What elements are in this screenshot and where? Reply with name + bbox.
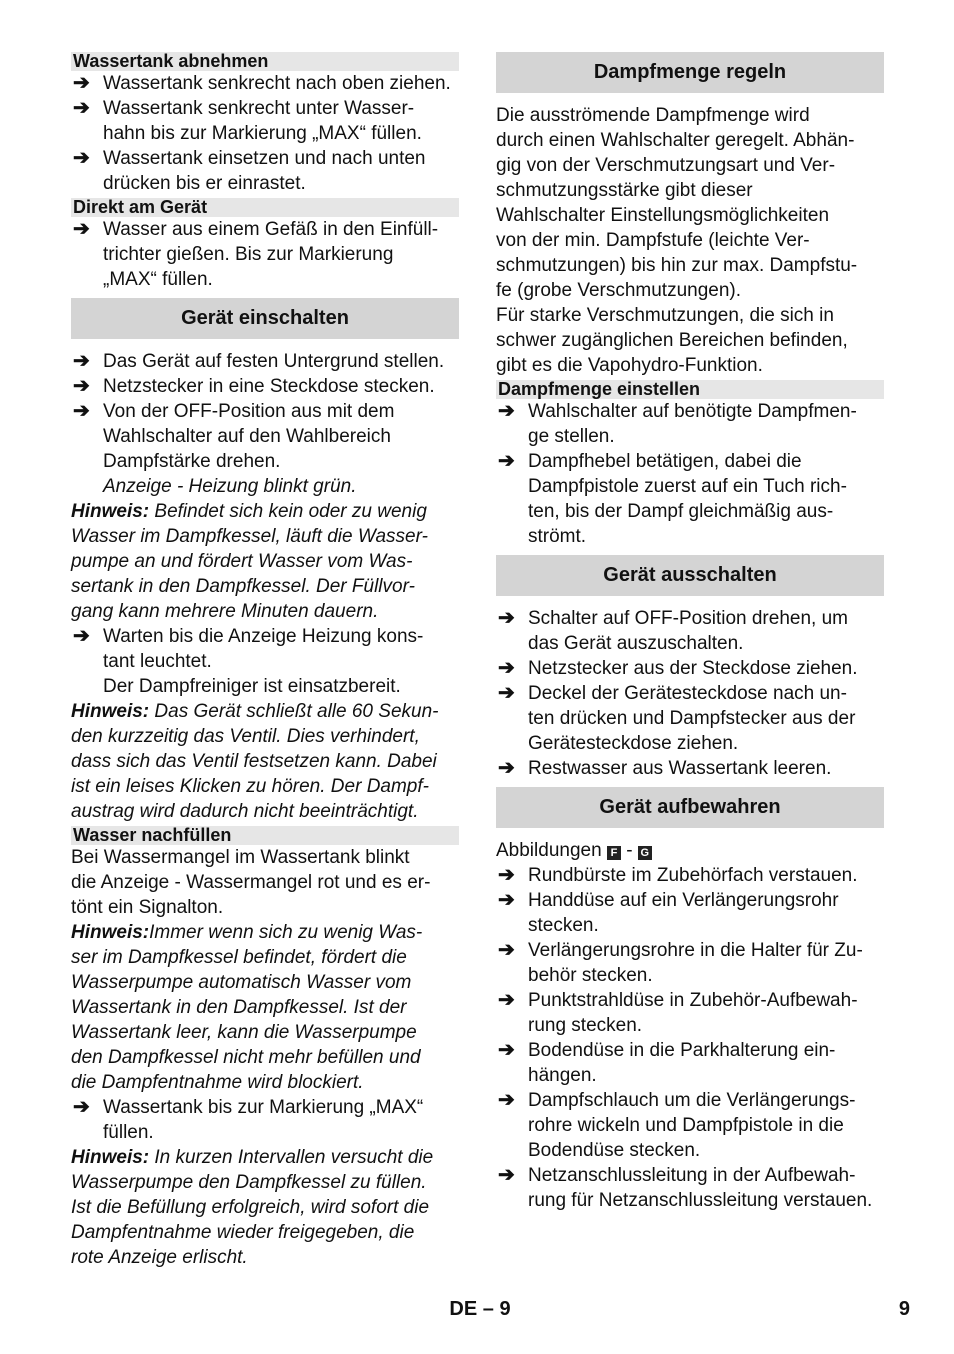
list-item xyxy=(496,606,884,656)
list-item-text: Restwasser aus Wassertank leeren. xyxy=(528,758,832,779)
list-item xyxy=(496,1038,884,1088)
list-item xyxy=(71,349,459,374)
list-item-text: Netzstecker in eine Steckdose stecken. xyxy=(103,376,435,397)
figure-f-icon: F xyxy=(607,846,621,860)
list-item xyxy=(71,71,459,96)
note-label: Hinweis: xyxy=(71,922,150,943)
list-item-text: Dampfhebel betätigen, dabei die Dampfpistole zuerst auf ein Tuch rich- ten, bis der Dampf gleichmäßig aus- strömt. xyxy=(528,451,847,547)
arrow-right-icon: ➔ xyxy=(498,657,515,679)
list-wassertank-abnehmen xyxy=(71,71,459,196)
list-item-text: Das Gerät auf festen Untergrund stellen. xyxy=(103,351,445,372)
list-item xyxy=(496,681,884,756)
section-heading-geraet-ausschalten: Gerät ausschalten xyxy=(496,555,884,596)
figure-label: Abbildungen xyxy=(496,840,607,861)
list-item-text: Netzstecker aus der Steckdose ziehen. xyxy=(528,658,858,679)
paragraph: Für starke Verschmutzungen, die sich in schwer zugänglichen Bereichen befinden, gibt es die Vapohydro-Funktion. xyxy=(496,305,848,376)
list-item xyxy=(71,96,459,146)
subheading-wassertank-abnehmen: Wassertank abnehmen xyxy=(71,52,459,71)
arrow-right-icon: ➔ xyxy=(73,97,90,119)
paragraph: Die ausströmende Dampfmenge wird durch einen Wahlschalter geregelt. Abhän- gig von der Verschmutzungsart und Ver- schmutzungsstärke gibt dieser Wahlschalter Einstellungsmöglichkeiten von der min. Dampfstufe (leichte Ver- schmutzungen) bis hin zur max. Dampfstu- fe (grobe Verschmutzungen). xyxy=(496,105,858,301)
list-item xyxy=(71,374,459,399)
figure-reference xyxy=(496,838,884,863)
list-item-text: Warten bis die Anzeige Heizung kons- tant leuchtet. xyxy=(103,626,424,672)
note-text: Immer wenn sich zu wenig Was- ser im Dampfkessel befindet, fördert die Wasserpumpe automatisch Wasser vom Wassertank in den Dampfkessel. Ist der Wassertank leer, kann die Wasserpumpe den Dampfkessel nicht mehr befüllen und die Dampfentnahme wird blockiert. xyxy=(71,922,423,1093)
arrow-right-icon: ➔ xyxy=(498,450,515,472)
arrow-right-icon: ➔ xyxy=(73,625,90,647)
list-item-text: Punktstrahldüse in Zubehör-Aufbewah- rung stecken. xyxy=(528,990,858,1036)
note-paragraph xyxy=(71,1145,459,1270)
list-item xyxy=(496,449,884,549)
subheading-direkt-am-geraet: Direkt am Gerät xyxy=(71,198,459,217)
list-item-text: Wassertank senkrecht nach oben ziehen. xyxy=(103,73,451,94)
note-label: Hinweis: xyxy=(71,1147,150,1168)
list-item-text: Dampfschlauch um die Verlängerungs- rohre wickeln und Dampfpistole in die Bodendüse stecken. xyxy=(528,1090,856,1161)
list-item xyxy=(496,888,884,938)
arrow-right-icon: ➔ xyxy=(498,939,515,961)
list-item-text: Verlängerungsrohre in die Halter für Zu- behör stecken. xyxy=(528,940,863,986)
list-item xyxy=(71,217,459,292)
section-heading-dampfmenge-regeln: Dampfmenge regeln xyxy=(496,52,884,93)
note-label: Hinweis: xyxy=(71,701,150,722)
list-item xyxy=(71,1095,459,1145)
arrow-right-icon: ➔ xyxy=(498,1089,515,1111)
result-text: Der Dampfreiniger ist einsatzbereit. xyxy=(103,676,401,697)
note-text: Befindet sich kein oder zu wenig Wasser im Dampfkessel, läuft die Wasser- pumpe an und fördert Wasser vom Was- sertank in den Dampfkessel. Der Füllvor- gang kann mehrere Minuten dauern. xyxy=(71,501,428,622)
list-item-text: Wasser aus einem Gefäß in den Einfüll- trichter gießen. Bis zur Markierung „MAX“ füllen. xyxy=(103,219,439,290)
list-item xyxy=(496,656,884,681)
list-item-text: Netzanschlussleitung in der Aufbewah- rung für Netzanschlussleitung verstauen. xyxy=(528,1165,873,1211)
arrow-right-icon: ➔ xyxy=(73,218,90,240)
list-item xyxy=(496,988,884,1038)
list-item xyxy=(496,863,884,888)
page-label: DE – 9 xyxy=(449,1298,511,1320)
list-item-text: Deckel der Gerätesteckdose nach un- ten drücken und Dampfstecker aus der Gerätesteckdose ziehen. xyxy=(528,683,856,754)
section-heading-geraet-aufbewahren: Gerät aufbewahren xyxy=(496,787,884,828)
list-item-text: Bodendüse in die Parkhalterung ein- hängen. xyxy=(528,1040,836,1086)
arrow-right-icon: ➔ xyxy=(498,889,515,911)
list-item-text: Rundbürste im Zubehörfach verstauen. xyxy=(528,865,858,886)
page-number: 9 xyxy=(898,1298,910,1320)
arrow-right-icon: ➔ xyxy=(73,147,90,169)
list-item-text: Wassertank einsetzen und nach unten drücken bis er einrastet. xyxy=(103,148,426,194)
list-item-text: Handdüse auf ein Verlängerungsrohr stecken. xyxy=(528,890,839,936)
arrow-right-icon: ➔ xyxy=(498,989,515,1011)
arrow-right-icon: ➔ xyxy=(498,757,515,779)
list-item-text: Wassertank senkrecht unter Wasser- hahn bis zur Markierung „MAX“ füllen. xyxy=(103,98,422,144)
arrow-right-icon: ➔ xyxy=(498,1164,515,1186)
subheading-wasser-nachfuellen: Wasser nachfüllen xyxy=(71,826,459,845)
list-item-text: Schalter auf OFF-Position drehen, um das Gerät auszuschalten. xyxy=(528,608,848,654)
right-column xyxy=(496,50,884,1213)
arrow-right-icon: ➔ xyxy=(498,607,515,629)
note-paragraph xyxy=(71,499,459,624)
result-text: Anzeige - Heizung blinkt grün. xyxy=(103,476,357,497)
note-paragraph xyxy=(71,699,459,824)
paragraph: Bei Wassermangel im Wassertank blinkt die Anzeige - Wassermangel rot und es er- tönt ein Signalton. xyxy=(71,847,431,918)
list-item xyxy=(496,1088,884,1163)
arrow-right-icon: ➔ xyxy=(498,1039,515,1061)
left-column xyxy=(71,50,459,1270)
arrow-right-icon: ➔ xyxy=(73,72,90,94)
note-label: Hinweis: xyxy=(71,501,150,522)
list-item xyxy=(496,938,884,988)
list-item xyxy=(496,756,884,781)
arrow-right-icon: ➔ xyxy=(73,1096,90,1118)
list-item-text: Wassertank bis zur Markierung „MAX“ füllen. xyxy=(103,1097,424,1143)
arrow-right-icon: ➔ xyxy=(498,400,515,422)
note-text: Das Gerät schließt alle 60 Sekun- den kurzzeitig das Ventil. Dies verhindert, dass sich das Ventil festsetzen kann. Dabei ist ein leises Klicken zu hören. Der Dampf- austrag wird dadurch nicht beeinträchtigt. xyxy=(71,701,439,822)
list-item xyxy=(71,624,459,674)
section-heading-geraet-einschalten: Gerät einschalten xyxy=(71,298,459,339)
arrow-right-icon: ➔ xyxy=(73,375,90,397)
list-item xyxy=(496,399,884,449)
figure-g-icon: G xyxy=(638,846,652,860)
subheading-dampfmenge-einstellen: Dampfmenge einstellen xyxy=(496,380,884,399)
list-item xyxy=(71,146,459,196)
list-item xyxy=(496,1163,884,1213)
list-item-text: Wahlschalter auf benötigte Dampfmen- ge stellen. xyxy=(528,401,857,447)
arrow-right-icon: ➔ xyxy=(498,864,515,886)
note-paragraph xyxy=(71,920,459,1095)
list-item xyxy=(71,399,459,474)
list-item-text: Von der OFF-Position aus mit dem Wahlschalter auf den Wahlbereich Dampfstärke drehen. xyxy=(103,401,395,472)
arrow-right-icon: ➔ xyxy=(498,682,515,704)
arrow-right-icon: ➔ xyxy=(73,400,90,422)
figure-separator: - xyxy=(620,840,638,861)
arrow-right-icon: ➔ xyxy=(73,350,90,372)
note-text: In kurzen Intervallen versucht die Wasserpumpe den Dampfkessel zu füllen. Ist die Befüllung erfolgreich, wird sofort die Dampfentnahme wieder freigegeben, die rote Anzeige erlischt. xyxy=(71,1147,434,1268)
